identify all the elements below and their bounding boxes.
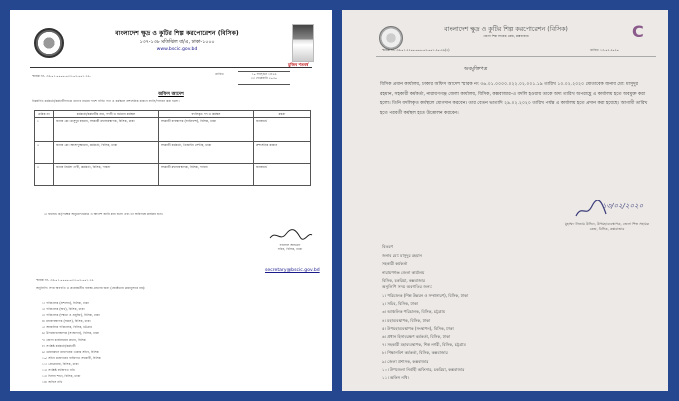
- recipient-line: সহকারী কর্মকর্তা: [382, 261, 408, 267]
- list-item: ১। পরিচালক (শিল্প উন্নয়ন ও সম্প্রসারণ), বিসিক, ঢাকা: [382, 293, 469, 298]
- date-english: ২৩ ফেব্রুয়ারি ২০২০: [250, 76, 278, 81]
- recipient-line: জনাব মো: মাসুদুর রহমান: [382, 252, 422, 258]
- signature-date: ১৩/০২/২০২০: [602, 202, 644, 210]
- list-item: ৫। আঞ্চলিক পরিচালক, বিসিক, চট্টগ্রাম: [42, 325, 93, 330]
- table-row: [35, 118, 311, 142]
- cell-post: সহকারী ব্যবস্থাপক (ফাইন্যান্স), বিসিক, ঢাকা: [159, 118, 254, 142]
- org-name: বাংলাদেশ ক্ষুদ্র ও কুটির শিল্প করপোরেশন (বিসিক): [115, 30, 239, 37]
- cell-name: জনাব নির্মলা দেবী, কর্মকর্তা, বিসিক, পাবনা: [54, 164, 159, 186]
- list-item: ৭। জেলা কার্যালয়ের প্রধান, বিসিক: [42, 337, 86, 342]
- org-website[interactable]: www.bscic.gov.bd: [156, 47, 198, 52]
- list-item: ২। সচিব, বিসিক, ঢাকা: [382, 301, 418, 307]
- list-item: ১৩। হিসাব শাখা, বিসিক, ঢাকা: [42, 374, 81, 379]
- office-order-title: অফিস আদেশ: [158, 92, 184, 97]
- order-note: ২। যথাযথ কর্তৃপক্ষের অনুমোদনক্রমে এ আদেশ জারি করা হলো এবং তা অবিলম্বে কার্যকর হবে।: [44, 212, 163, 216]
- cell-remark: জনস্বার্থে: [254, 164, 311, 186]
- list-item: ২। পরিচালক (অর্থ), বিসিক, ঢাকা: [42, 307, 85, 312]
- cell-post: সহকারী কর্মকর্তা, ডিজাইন সেন্টার, ঢাকা: [159, 142, 254, 164]
- header-divider: [30, 67, 312, 68]
- list-item: ৪। মহাব্যবস্থাপক (সকল), বিসিক, ঢাকা: [42, 319, 91, 324]
- copy-heading: অনুলিপি সদয় অবগতির জন্য:: [382, 284, 433, 289]
- list-item: ৩। আঞ্চলিক পরিচালক, বিসিক, চট্টগ্রাম: [382, 309, 445, 315]
- cell-name: জনাব মো: আসাদুজ্জামান, কর্মকর্তা, বিসিক, ঢাকা: [54, 142, 159, 164]
- list-item: ৯। চেয়ারম্যান মহোদয়ের একান্ত সচিব, বিসিক: [42, 349, 99, 354]
- mujib-logo: মুজিব শতবর্ষ: [288, 62, 309, 67]
- signer-block: [256, 243, 324, 251]
- list-item: ৮। শিক্ষানবিশ কর্মকর্তা, বিসিক, কক্সবাজার: [382, 350, 448, 356]
- cell-no: ৩: [35, 164, 54, 186]
- date-box: [238, 71, 290, 85]
- recipient-line: বিতরণ: [382, 244, 393, 249]
- signer-block: মুহাম্মদ নিজাম উদ্দিন, উপমহাব্যবস্থাপক, জেলা শিল্প সহায়ক কেন্দ্র, বিসিক, কক্সবাজার: [564, 222, 650, 231]
- table-header-row: [35, 111, 311, 118]
- memo-number: স্মারক নং- ৩৬.০১.০০০০.০২২.০২.০০১.১৯-: [32, 74, 91, 78]
- list-item: ১২। সংশ্লিষ্ট ব্যক্তিগত নথি: [42, 368, 75, 373]
- list-item: ৯। জেলা প্রশাসক, কক্সবাজার: [382, 358, 429, 364]
- cell-no: ২: [35, 142, 54, 164]
- list-item: ৪। মহাব্যবস্থাপক, বিসিক, ঢাকা: [382, 317, 431, 323]
- copy-list: [42, 300, 272, 385]
- col-name: কর্মকর্তা/কর্মচারীর নাম, পদবী ও বর্তমান কর্মস্থল: [54, 111, 159, 118]
- cell-remark: জনস্বার্থে: [254, 118, 311, 142]
- mujib-logo-mark: C: [632, 22, 644, 41]
- col-remark: মন্তব্য: [254, 111, 311, 118]
- copy-intro: অনুলিপি: সদয় অবগতি ও প্রয়োজনীয় ব্যবস্থা গ্রহণের জন্য (জ্যেষ্ঠতার ক্রমানুসারে নয়):: [36, 286, 146, 290]
- org-address: জেলা শিল্প সহায়ক কেন্দ্র, কক্সবাজার: [483, 34, 529, 38]
- copy-list: [382, 292, 658, 382]
- list-item: ৮। সংশ্লিষ্ট কর্মকর্তা/কর্মচারী: [42, 343, 76, 348]
- portrait-image: [292, 24, 314, 62]
- right-document: [342, 10, 668, 391]
- release-letter-title: অবমুক্তিপত্র: [464, 66, 488, 72]
- list-item: ১১। অফিস নথি।: [382, 375, 409, 381]
- list-item: ৬। উপমহাব্যবস্থাপক (সংস্থাপন), বিসিক, ঢাকা: [42, 331, 100, 336]
- bscic-logo: [34, 28, 64, 58]
- signer-name: ফয়সাল আহমেদ: [279, 243, 301, 247]
- date-bangla: ১০ ফাল্গুন ১৪২৬: [251, 72, 277, 76]
- signer-email[interactable]: secretary@bscic.gov.bd: [265, 268, 320, 273]
- org-name: বাংলাদেশ ক্ষুদ্র ও কুটির শিল্প করপোরেশন (বিসিক): [444, 26, 568, 33]
- org-address: ১৩৭-১৩৮ মতিঝিল বা/এ, ঢাকা-১০০০: [139, 40, 215, 45]
- memo-date: তারিখ: ১৩.০২.২০২০: [590, 48, 619, 52]
- list-item: ১০। উপজেলা নির্বাহী অফিসার, চকরিয়া, কক্সবাজার: [382, 366, 465, 372]
- cell-name: জনাব মো: মাসুদুর রহমান, সহকারী মহাব্যবস্থাপক, বিসিক, ঢাকা: [54, 118, 159, 142]
- release-letter-body: বিসিক প্রধান কার্যালয়, ঢাকার অফিস আদেশ স্মারক নং ৩৬.০১.০০০০.০২২.০২.০০১.১৯ তারিখ ১০.০২.২০২০ মোতাবেক জনাব মো: মাসুদুর রহমান, সহকারী কর্মকর্তা, নারায়ণগঞ্জ জেলা কার্যালয়, বিসিক, কক্সবাজার-এ বদলি হওয়ায় তাকে অদ্য তারিখ অপরাহ্ণে এ কার্যালয় হতে অবমুক্ত করা হলো। তিনি বদলিকৃত কর্মস্থলে যোগদান করবেন। তার বেতন ভাতাদি ২৯.০২.২০২০ তারিখ পর্যন্ত এ কার্যালয় হতে প্রদান করা হয়েছে। আগামী তারিখ হতে পরবর্তী কর্মস্থল হতে উত্তোলন করবেন।: [380, 82, 648, 116]
- bscic-logo: [379, 26, 403, 50]
- list-item: ১৪। অফিস নথি: [42, 380, 63, 385]
- recipient-line: বিসিক, চকরিয়া, কক্সবাজার: [382, 278, 425, 284]
- left-document: [10, 10, 332, 391]
- list-item: ১। পরিচালক (প্রশাসন), বিসিক, ঢাকা: [42, 301, 89, 305]
- cell-no: ১: [35, 118, 54, 142]
- memo-number: স্মারক নং- ৩৬.০১.২২০০.০০০.০২.০০১.২০-২৯(২): [382, 48, 450, 52]
- transfer-table: [34, 110, 311, 186]
- col-post: বদলিকৃত পদ ও কর্মস্থল: [159, 111, 254, 118]
- signer-title: সচিব, বিসিক, ঢাকা: [277, 247, 303, 252]
- list-item: ৭। সহকারী মহাব্যবস্থাপক, শিল্প নগরী, বিসিক, চট্টগ্রাম: [382, 342, 466, 348]
- table-row: [35, 164, 311, 186]
- letterhead: [30, 22, 314, 72]
- list-item: ৫। উপমহাব্যবস্থাপক (সংস্থাপন), বিসিক, ঢাকা: [382, 325, 454, 331]
- header-divider: [376, 56, 656, 57]
- list-item: ১১। প্রোগ্রামার, বিসিক, ঢাকা: [42, 361, 79, 366]
- copy-memo-number: স্মারক নং- ৩৬.০১.০০০০.০২২.০২.০০১.১৯: [36, 278, 94, 282]
- cell-remark: প্রশাসনিক কারণে: [254, 142, 311, 164]
- list-item: ৩। পরিচালক (দক্ষতা ও প্রযুক্তি), বিসিক, ঢাকা: [42, 313, 100, 318]
- list-item: ১০। সচিব মহোদয়ের ব্যক্তিগত সহকারী, বিসিক: [42, 355, 101, 360]
- order-intro: নিম্নবর্ণিত কর্মকর্তা/কর্মচারীগণকে তাদের নামের পাশে বর্ণিত পদে ও কর্মস্থলে প্রশাসনিক কারণে বদলি/পদায়ন করা হলো।: [32, 99, 180, 103]
- list-item: ৬। প্রধান হিসাবরক্ষণ কর্মকর্তা, বিসিক, ঢাকা: [382, 334, 451, 340]
- cell-post: সহকারী মহাব্যবস্থাপক, বিসিক, পাবনা: [159, 164, 254, 186]
- signature-image: [268, 228, 314, 242]
- recipient-line: নারায়ণগঞ্জ জেলা কার্যালয়: [382, 269, 425, 275]
- recipient-block: [382, 243, 425, 286]
- col-serial: ক্রমিক নং: [35, 111, 54, 118]
- table-row: [35, 142, 311, 164]
- date-label: তারিখ:: [215, 72, 225, 76]
